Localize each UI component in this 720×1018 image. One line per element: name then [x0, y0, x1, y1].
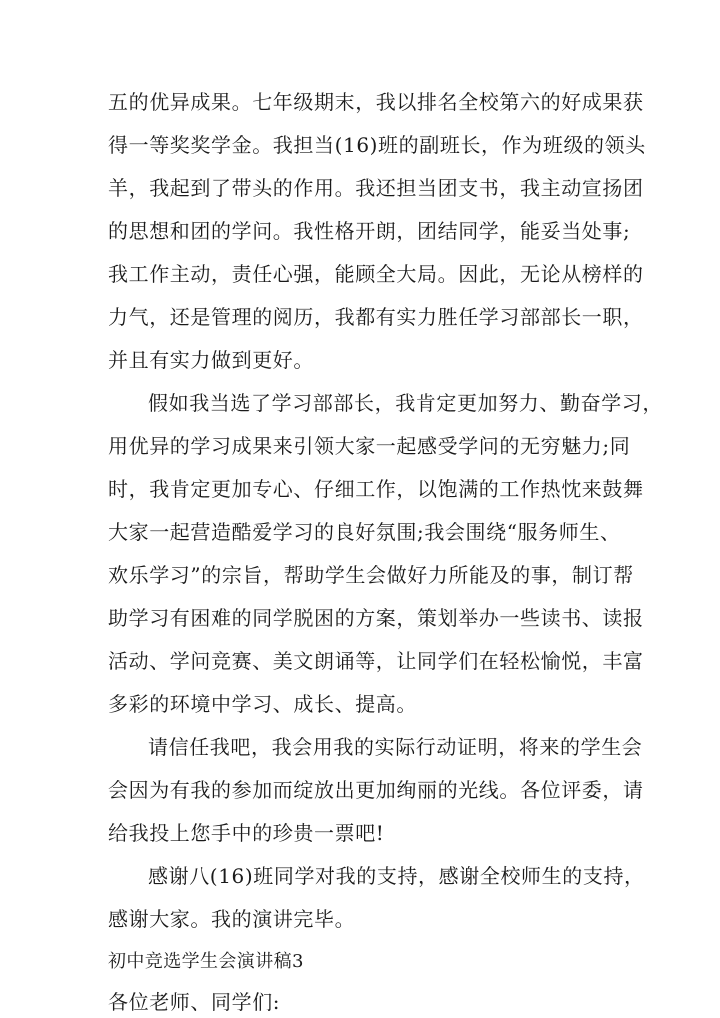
paragraph-first-line: 假如我当选了学习部部长，我肯定更加努力、勤奋学习，: [148, 391, 663, 415]
paragraph-first-line: 感谢八(16)班同学对我的支持，感谢全校师生的支持，: [148, 864, 645, 888]
body-text-line: 多彩的环境中学习、成长、提高。: [108, 692, 417, 716]
body-text-line: 并且有实力做到更好。: [108, 348, 314, 372]
body-text-line: 大家一起营造酷爱学习的良好氛围;我会围绕“服务师生、: [108, 520, 621, 544]
body-text-line: 助学习有困难的同学脱困的方案，策划举办一些读书、读报: [108, 606, 644, 630]
paragraph-first-line: 请信任我吧，我会用我的实际行动证明，将来的学生会: [148, 735, 643, 759]
body-text-line: 得一等奖奖学金。我担当(16)班的副班长，作为班级的领头: [108, 133, 646, 157]
body-text-line: 给我投上您手中的珍贵一票吧!: [108, 821, 385, 845]
body-text-line: 感谢大家。我的演讲完毕。: [108, 907, 356, 931]
body-text-line: 欢乐学习”的宗旨，帮助学生会做好力所能及的事，制订帮: [108, 563, 634, 587]
body-text-line: 羊，我起到了带头的作用。我还担当团支书，我主动宣扬团: [108, 176, 644, 200]
salutation-line: 各位老师、同学们:: [108, 990, 281, 1014]
body-text-line: 会因为有我的参加而绽放出更加绚丽的光线。各位评委，请: [108, 778, 644, 802]
section-heading: 初中竞选学生会演讲稿3: [108, 951, 304, 972]
body-text-line: 活动、学问竞赛、美文朗诵等，让同学们在轻松愉悦，丰富: [108, 649, 644, 673]
body-text-line: 用优异的学习成果来引领大家一起感受学问的无穷魅力;同: [108, 434, 631, 458]
body-text-line: 时，我肯定更加专心、仔细工作，以饱满的工作热忱来鼓舞: [108, 477, 644, 501]
body-text-line: 的思想和团的学问。我性格开朗，团结同学，能妥当处事;: [108, 219, 631, 243]
body-text-line: 我工作主动，责任心强，能顾全大局。因此，无论从榜样的: [108, 262, 644, 286]
body-text-line: 力气，还是管理的阅历，我都有实力胜任学习部部长一职，: [108, 305, 644, 329]
body-text-line: 五的优异成果。七年级期末，我以排名全校第六的好成果获: [108, 90, 644, 114]
